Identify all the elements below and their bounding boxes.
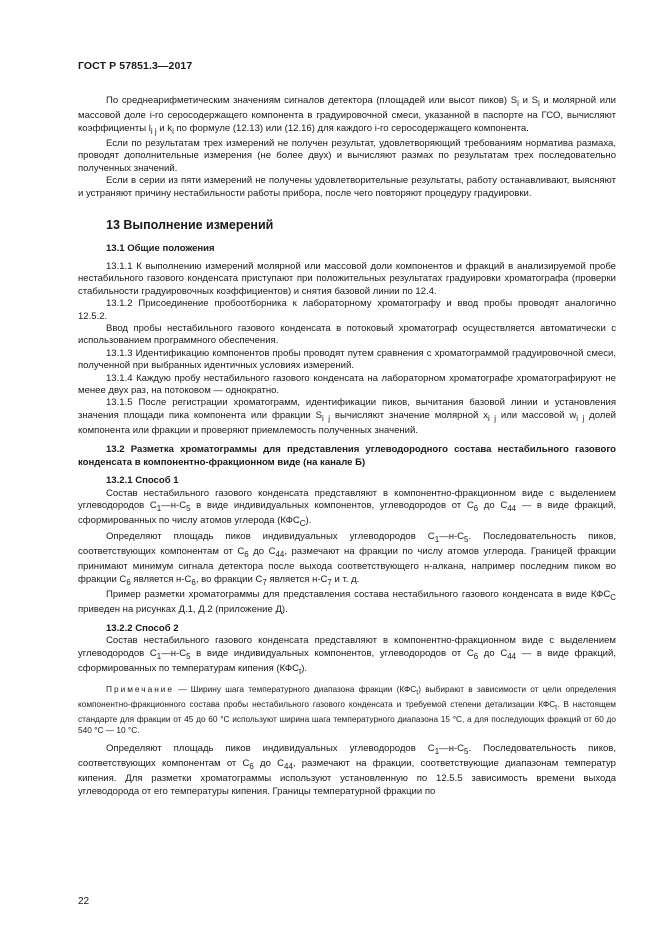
subsection-heading-13-1: 13.1 Общие положения [106, 243, 215, 255]
paragraph: Определяют площадь пиков индивидуальных углеводородов $C_1—н-C_5$. Последовательность пиков, соответствующих компонентам от $C_6$ до $C_{44}$, размечают на фракции, соответствующие диапазонам температур кипения. Для разметки хроматограммы используют установленную по 12.5.5 зависимость времени выхода углеводорода от его температуры кипения. Границы температурной фракции по [78, 742, 617, 797]
document-body [78, 95, 616, 798]
paragraph: По среднеарифметическим значениям сигналов детектора (площадей или высот пиков) $S_i$ и $S_i$ и молярной или массовой доле i-го серосодержащего компонента в градуировочной смеси, указанной в паспорте на ГСО, вычисляют коэффициенты $l_{i j}$ и $k_i$ по формуле (12.13) или (12.16) для каждого i-го серосодержащего компонента. [78, 95, 617, 136]
paragraph: Пример разметки хроматограммы для представления состава нестабильного газового конденсата в виде $КФС_С$ приведен на рисунках Д.1, Д.2 (приложение Д). [78, 589, 616, 616]
paragraph: Состав нестабильного газового конденсата представляют в компонентно-фракционном виде с выделением углеводородов $C_1—н-C_5$ в виде индивидуальных компонентов, углеводородов от $C_6$ до $C_{44}$ — в виде фракций, сформированных по температурам кипения $(КФС_t)$. [78, 635, 616, 676]
paragraph: 13.1.3 Идентификацию компонентов пробы проводят путем сравнения с хроматограммой градуировочной смеси, полученной при выбранных идентичных условиях измерений. [78, 347, 616, 372]
paragraph: 13.1.4 Каждую пробу нестабильного газового конденсата на лабораторном хроматографе хроматографируют не менее двух раз, на потоковом — однократно. [78, 372, 616, 396]
document-header: ГОСТ Р 57851.3—2017 [78, 60, 193, 72]
paragraph: 13.1.1 К выполнению измерений молярной или массовой доли компонентов и фракций в анализируемой пробе нестабильного газового конденсата приступают при положительных результатах градуировки хроматографа (проверки стабильности градуировочных коэффициентов) и снятия базовой линии по 12.4. [78, 260, 616, 297]
paragraph: 13.1.2 Присоединение пробоотборника к лабораторному хроматографу и ввод пробы проводят аналогично 12.5.2. [78, 298, 616, 322]
subsection-heading-13-2: 13.2 Разметка хроматограммы для представления углеводородного состава нестабильного газового конденсата в компонентно-фракционном виде (на канале Б) [78, 444, 616, 468]
note: Примечание — Ширину шага температурного диапазона фракции $(КФС_t)$ выбирают в зависимости от цели определения компонентно-фракционного состава пробы нестабильного газового конденсата и требуемой степени детализации $КФС_t$. В настоящем стандарте для фракции от 45 до 60 °С используют ширина шага температурного диапазона 15 °С, а для последующих фракций от 60 до 540 °С — 10 °С. [78, 684, 616, 735]
subsection-heading-13-2-2: 13.2.2 Способ 2 [106, 622, 179, 634]
subsection-heading-13-2-1: 13.2.1 Способ 1 [106, 475, 179, 487]
note-label: Примечание [106, 684, 175, 695]
page-number: 22 [78, 896, 90, 907]
paragraph: Определяют площадь пиков индивидуальных углеводородов $C_1—н-C_5$. Последовательность пиков, соответствующих компонентам от $C_6$ до $C_{44}$, размечают на фракции по числу атомов углерода. Границей фракции принимают минимум сигнала детектора после выхода соответствующего н-алкана, например последним пиком во фракции $C_6$ является $н-C_6$, во фракции $C_7$ является $н-C_7$ и т. д. [78, 530, 617, 587]
paragraph: Состав нестабильного газового конденсата представляют в компонентно-фракционном виде с выделением углеводородов $C_1—н-C_5$ в виде индивидуальных компонентов, углеводородов от $C_6$ до $C_{44}$ — в виде фракций, сформированных по числу атомов углерода $(КФС_С)$. [78, 487, 616, 529]
paragraph: Ввод пробы нестабильного газового конденсата в потоковый хроматограф осуществляется автоматически с использованием программного обеспечения. [78, 322, 616, 347]
paragraph: Если в серии из пяти измерений не получены удовлетворительные результаты, работу останавливают, выясняют и устраняют причину нестабильности работы прибора, после чего повторяют процедуру градуировки. [78, 175, 616, 199]
section-heading-13: 13 Выполнение измерений [106, 218, 274, 233]
paragraph: 13.1.5 После регистрации хроматограмм, идентификации пиков, вычитания базовой линии и установления значения площади пика компонента или фракции $S_{i j}$ вычисляют значение молярной $x_{i j}$ или массовой $w_{i j}$ долей компонента или фракции и проверяют приемлемость полученных значений. [78, 397, 617, 437]
paragraph: Если по результатам трех измерений не получен результат, удовлетворяющий требованиям норматива размаха, проводят дополнительные измерения (не более двух) и вычисляют размах по результатам трех последовательно полученных значений. [78, 138, 616, 174]
